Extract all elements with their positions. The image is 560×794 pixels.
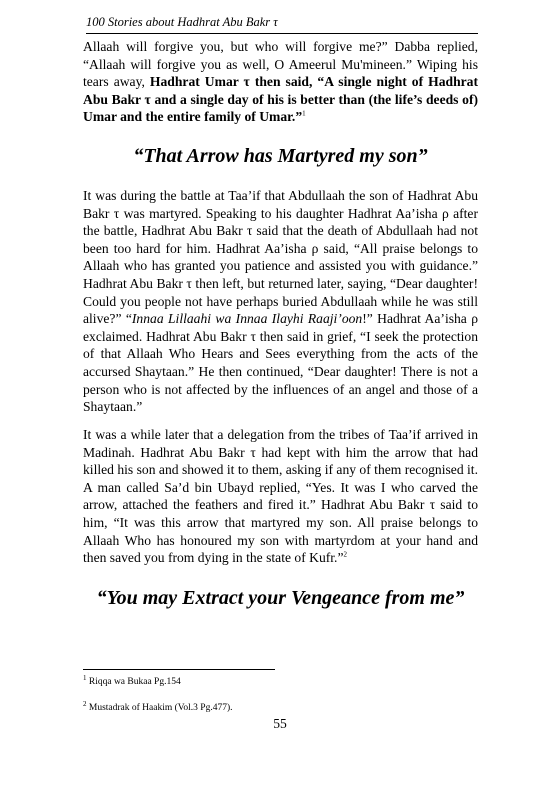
footnote-ref-1: 1 (302, 109, 306, 118)
page-number: 55 (273, 716, 287, 731)
paragraph-2-arabic-phrase: Innaa Lillaahi wa Innaa Ilayhi Raaji’oon (131, 311, 363, 327)
footnote-1 (83, 673, 478, 688)
running-header (86, 14, 478, 34)
footnote-1-number: 1 (83, 673, 87, 682)
paragraph-1-text: Allaah will forgive you, but who will forgive me?” Dabba replied, “Allaah will forgive you as well, O Ameerul Mu'mineen.” Wiping his tears away, (83, 39, 478, 90)
paragraph-2-text-a: It was during the battle at Taa’if that Abdullaah the son of Hadhrat Abu Bakr τ was martyred. Speaking to his daughter Hadhrat Aa’isha ρ after the battle, Hadhrat Abu Bakr τ said that the death of Abdullaah had not been too hard for him. Hadhrat Aa’isha ρ said, “All praise belongs to Allaah who has granted you patience and assisted you with guidance.” Hadhrat Abu Bakr τ then left, but returned later, saying, “Dear daughter! Could you people not have perhaps buried Abdullaah while he was still alive?” “ (83, 188, 478, 327)
paragraph-1 (83, 38, 478, 126)
footnote-divider (83, 669, 275, 670)
paragraph-2-text-b: !” Hadhrat Aa’isha ρ exclaimed. Hadhrat Abu Bakr τ then said in grief, “I seek the protection of that Allaah Who Hears and Sees everything from the acts of the accursed Shaytaan.” He then continued, “Dear daughter! There is not a person who is not affected by the influences of an angel and those of a Shaytaan.” (83, 311, 478, 415)
story-heading-vengeance: “You may Extract your Vengeance from me” (96, 587, 465, 609)
running-title: 100 Stories about Hadhrat Abu Bakr τ (86, 15, 278, 29)
paragraph-2 (83, 187, 478, 416)
footnote-2-number: 2 (83, 699, 87, 708)
footnote-2-text: Mustadrak of Haakim (Vol.3 Pg.477). (88, 703, 233, 713)
footnote-1-text: Riqqa wa Bukaa Pg.154 (88, 677, 181, 687)
paragraph-3 (83, 426, 478, 567)
story-heading-arrow: “That Arrow has Martyred my son” (133, 145, 428, 167)
footnote-2 (83, 699, 478, 714)
paragraph-1-bold-quote: Hadhrat Umar τ then said, “A single night of Hadhrat Abu Bakr τ and a single day of his is better than (the life’s deeds of) Umar and the entire family of Umar.” (83, 74, 479, 125)
footnote-ref-2: 2 (343, 550, 347, 559)
paragraph-3-text: It was a while later that a delegation from the tribes of Taa’if arrived in Madinah. Hadhrat Abu Bakr τ had kept with him the arrow that had killed his son and showed it to them, asking if any of them recognised it. A man called Sa’d bin Ubayd replied, “Yes. It was I who carved the arrow, attached the feathers and fired it.” Hadhrat Abu Bakr τ said to him, “It was this arrow that martyred my son. All praise belongs to Allaah Who has honoured my son with martyrdom at your hand and then saved you from dying in the state of Kufr.” (83, 427, 478, 566)
